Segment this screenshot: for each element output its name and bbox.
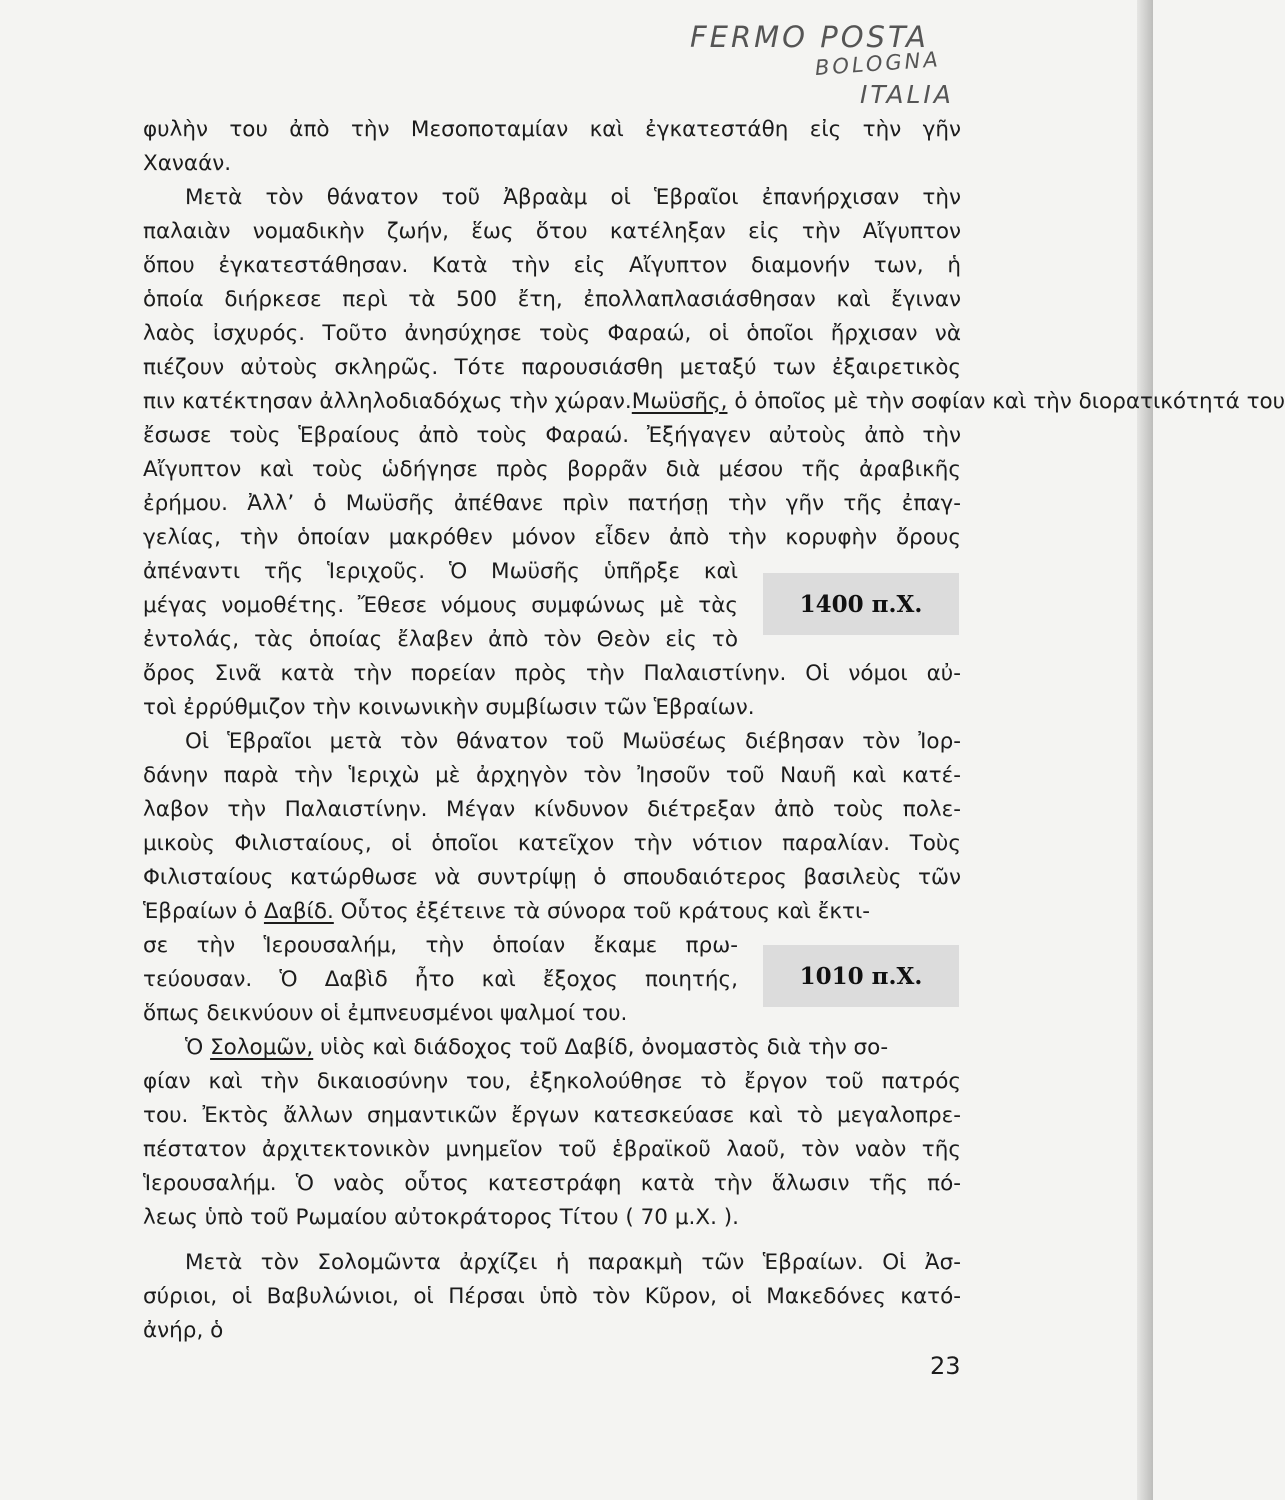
text-line: σε τὴν Ἱερουσαλήμ, τὴν ὁποίαν ἔκαμε πρω- [143, 933, 738, 958]
text-line [143, 385, 1285, 419]
handwritten-note-line-1: FERMO POSTA [690, 20, 929, 54]
text-line: Φιλισταίους κατώρθωσε νὰ συντρίψῃ ὁ σπουδαιότερος βασιλεὺς τῶν [143, 865, 961, 890]
text-line: μικοὺς Φιλισταίους, οἱ ὁποῖοι κατεῖχον τὴν νότιον παραλίαν. Τοὺς [143, 831, 961, 856]
text-line: ὅπου ἐγκατεστάθησαν. Κατὰ τὴν εἰς Αἴγυπτον διαμονήν των, ἡ [143, 253, 961, 278]
text-line [143, 1031, 961, 1065]
page-edge [1137, 0, 1153, 1500]
text-line: φυλὴν του ἀπὸ τὴν Μεσοποταμίαν καὶ ἐγκατεστάθη εἰς τὴν γῆν [143, 117, 961, 142]
text-line: πέστατον ἀρχιτεκτονικὸν μνημεῖον τοῦ ἑβραϊκοῦ λαοῦ, τὸν ναὸν τῆς [143, 1137, 961, 1162]
text-line: γελίας, τὴν ὁποίαν μακρόθεν μόνον εἶδεν ἀπὸ τὴν κορυφὴν ὄρους [143, 525, 961, 550]
text-line: ἀπέναντι τῆς Ἱεριχοῦς. Ὁ Μωϋσῆς ὑπῆρξε καὶ [143, 559, 738, 584]
handwritten-note-line-2: BOLOGNA [814, 47, 942, 80]
text-line: Μετὰ τὸν θάνατον τοῦ Ἀβραὰμ οἱ Ἑβραῖοι ἐπανήρχισαν τὴν [185, 185, 961, 210]
page-number: 23 [930, 1352, 961, 1380]
text-segment: υἱὸς καὶ διάδοχος τοῦ Δαβίδ, ὀνομαστὸς διὰ τὴν σο- [313, 1035, 889, 1060]
text-line: Χαναάν. [143, 151, 232, 176]
text-line: Μετὰ τὸν Σολομῶντα ἀρχίζει ἡ παρακμὴ τῶν Ἑβραίων. Οἱ Ἀσ- [185, 1250, 961, 1275]
text-line: Αἴγυπτον καὶ τοὺς ὡδήγησε πρὸς βορρᾶν διὰ μέσου τῆς ἀραβικῆς [143, 457, 961, 482]
text-line: σύριοι, οἱ Βαβυλώνιοι, οἱ Πέρσαι ὑπὸ τὸν Κῦρον, οἱ Μακεδόνες κατό- [143, 1284, 961, 1309]
text-line: ἐντολάς, τὰς ὁποίας ἔλαβεν ἀπὸ τὸν Θεὸν εἰς τὸ [143, 627, 738, 652]
text-segment: Οὗτος ἐξέτεινε τὰ σύνορα τοῦ κράτους καὶ ἔκτι- [333, 899, 871, 924]
text-line: ὁποία διήρκεσε περὶ τὰ 500 ἔτη, ἐπολλαπλασιάσθησαν καὶ ἔγιναν [143, 287, 961, 312]
paragraph-gap [143, 1235, 961, 1246]
text-line: μέγας νομοθέτης. Ἔθεσε νόμους συμφώνως μὲ τὰς [143, 593, 738, 618]
text-line: φίαν καὶ τὴν δικαιοσύνην του, ἐξηκολούθησε τὸ ἔργον τοῦ πατρός [143, 1069, 961, 1094]
date-label-1400-bc: 1400 π.Χ. [763, 573, 959, 635]
text-block-1 [143, 113, 1285, 1348]
text-line: τεύουσαν. Ὁ Δαβὶδ ἦτο καὶ ἔξοχος ποιητής, [143, 967, 738, 992]
text-line: τοὶ ἐρρύθμιζον τὴν κοινωνικὴν συμβίωσιν τῶν Ἑβραίων. [143, 695, 755, 720]
text-line [143, 895, 961, 929]
text-line: ἀνήρ, ὁ [143, 1318, 224, 1343]
text-line: λαὸς ἰσχυρός. Τοῦτο ἀνησύχησε τοὺς Φαραώ, οἱ ὁποῖοι ἤρχισαν νὰ [143, 321, 961, 346]
text-line: Οἱ Ἑβραῖοι μετὰ τὸν θάνατον τοῦ Μωϋσέως διέβησαν τὸν Ἰορ- [185, 729, 961, 754]
underlined-name-david: Δαβίδ. [263, 899, 334, 924]
text-line: Ἱερουσαλήμ. Ὁ ναὸς οὗτος κατεστράφη κατὰ τὴν ἅλωσιν τῆς πό- [143, 1171, 961, 1196]
text-line: ὄρος Σινᾶ κατὰ τὴν πορείαν πρὸς τὴν Παλαιστίνην. Οἱ νόμοι αὐ- [143, 661, 961, 686]
date-label-1010-bc: 1010 π.Χ. [763, 945, 959, 1007]
text-line: λαβον τὴν Παλαιστίνην. Μέγαν κίνδυνον διέτρεξαν ἀπὸ τοὺς πολε- [143, 797, 961, 822]
text-segment: ὁ ὁποῖος μὲ τὴν σοφίαν καὶ τὴν διορατικότητά του [727, 389, 1285, 414]
text-line: πιέζουν αὐτοὺς σκληρῶς. Τότε παρουσιάσθη μεταξύ των ἐξαιρετικὸς [143, 355, 961, 380]
text-line: παλαιὰν νομαδικὴν ζωήν, ἕως ὅτου κατέληξαν εἰς τὴν Αἴγυπτον [143, 219, 961, 244]
text-line: ἔσωσε τοὺς Ἑβραίους ἀπὸ τοὺς Φαραώ. Ἐξήγαγεν αὐτοὺς ἀπὸ τὴν [143, 423, 961, 448]
text-segment: Ἑβραίων ὁ [143, 899, 264, 924]
text-segment: Ὁ [185, 1035, 211, 1060]
text-line: ἐρήμου. Ἀλλ’ ὁ Μωϋσῆς ἀπέθανε πρὶν πατήσῃ τὴν γῆν τῆς ἐπαγ- [143, 491, 961, 516]
text-line: λεως ὑπὸ τοῦ Ρωμαίου αὐτοκράτορος Τίτου ( 70 μ.Χ. ). [143, 1205, 739, 1230]
underlined-name-solomon: Σολομῶν, [210, 1035, 314, 1060]
underlined-name-moses: Μωϋσῆς, [631, 389, 728, 414]
text-line: του. Ἐκτὸς ἄλλων σημαντικῶν ἔργων κατεσκεύασε καὶ τὸ μεγαλοπρε- [143, 1103, 961, 1128]
text-line: ὅπως δεικνύουν οἱ ἐμπνευσμένοι ψαλμοί του. [143, 1001, 628, 1026]
handwritten-note-line-3: ITALIA [860, 80, 954, 109]
text-line: δάνην παρὰ τὴν Ἱεριχὼ μὲ ἀρχηγὸν τὸν Ἰησοῦν τοῦ Ναυῆ καὶ κατέ- [143, 763, 961, 788]
text-segment: πιν κατέκτησαν ἀλληλοδιαδόχως τὴν χώραν. [143, 389, 632, 414]
